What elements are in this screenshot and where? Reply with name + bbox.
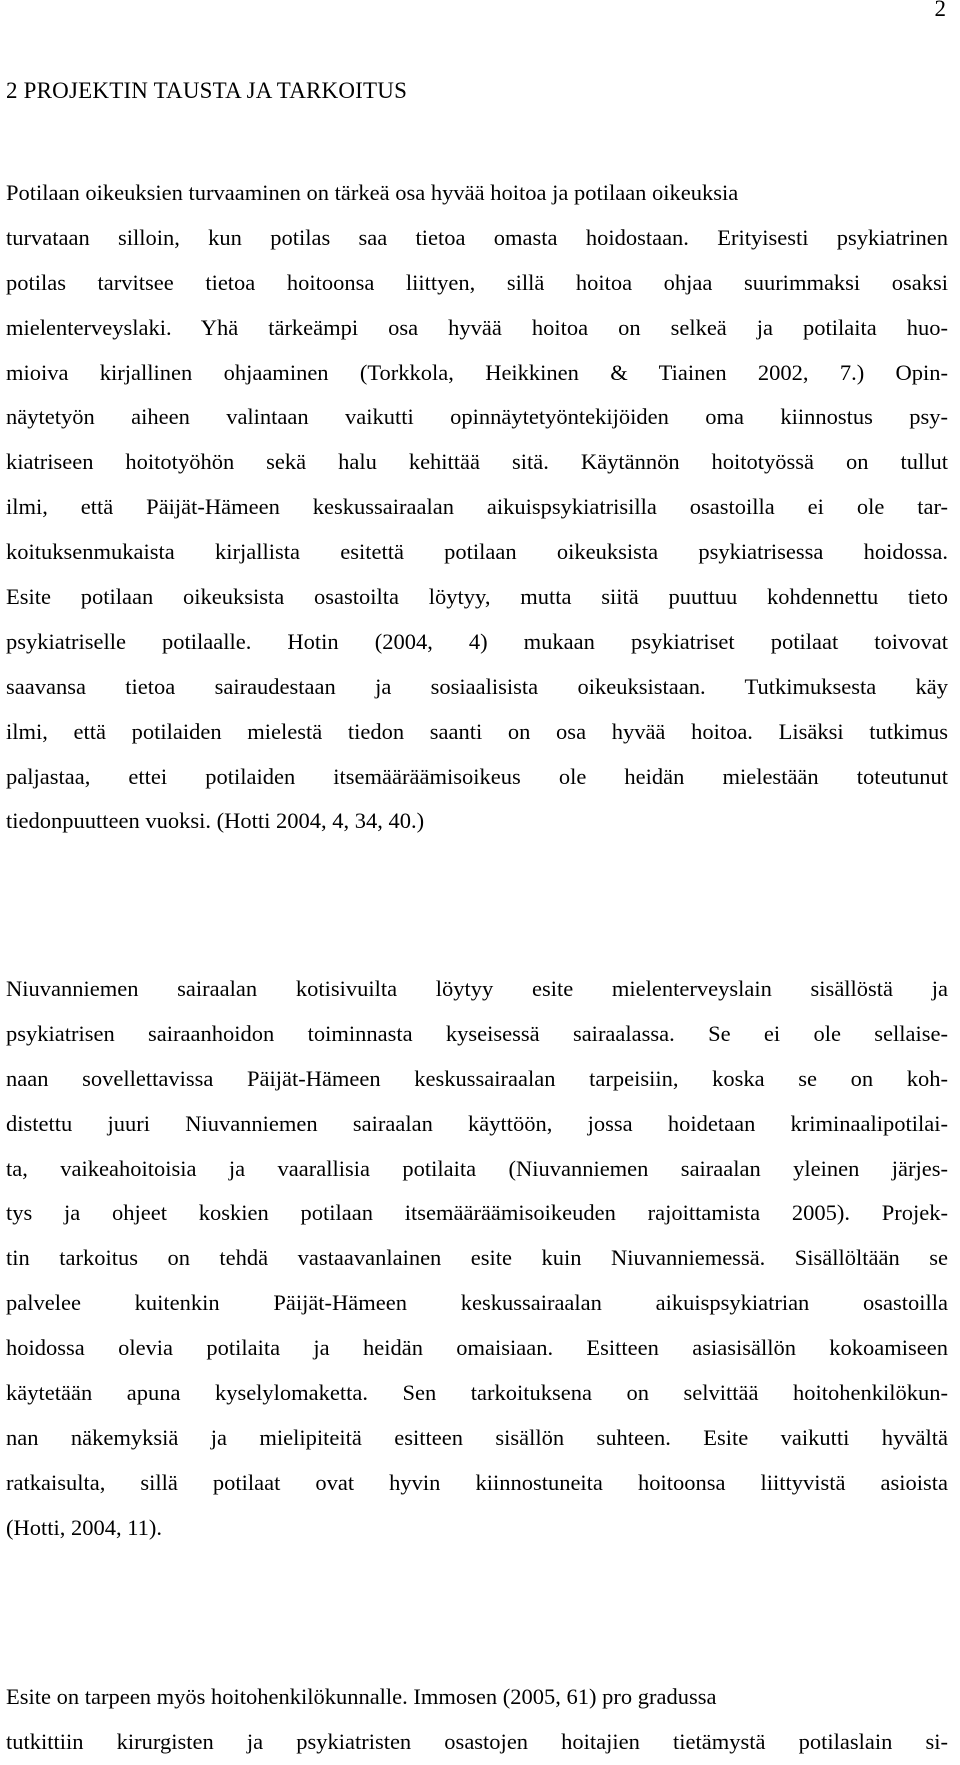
paragraph	[6, 171, 948, 844]
paragraph-line: Esite potilaan oikeuksista osastoilta löytyy, mutta siitä puuttuu kohdennettu tieto	[6, 584, 948, 610]
section-heading: 2 PROJEKTIN TAUSTA JA TARKOITUS	[6, 78, 408, 103]
paragraph-line: psykiatrisen sairaanhoidon toiminnasta kyseisessä sairaalassa. Se ei ole sellaise-	[6, 1020, 948, 1046]
paragraph-line: mioiva kirjallinen ohjaaminen (Torkkola, Heikkinen & Tiainen 2002, 7.) Opin-	[6, 359, 948, 385]
paragraph-line: palvelee kuitenkin Päijät-Hämeen keskussairaalan aikuispsykiatrian osastoilla	[6, 1290, 948, 1316]
paragraph-line: tin tarkoitus on tehdä vastaavanlainen esite kuin Niuvanniemessä. Sisällöltään se	[6, 1245, 948, 1271]
paragraph-line: tys ja ohjeet koskien potilaan itsemääräämisoikeuden rajoittamista 2005). Projek-	[6, 1200, 948, 1226]
paragraph-line: hoidossa olevia potilaita ja heidän omaisiaan. Esitteen asiasisällön kokoamiseen	[6, 1335, 948, 1361]
paragraph-line: käytetään apuna kyselylomaketta. Sen tarkoituksena on selvittää hoitohenkilökun-	[6, 1380, 948, 1406]
page-number: 2	[934, 0, 946, 21]
paragraph-line: ilmi, että potilaiden mielestä tiedon saanti on osa hyvää hoitoa. Lisäksi tutkimus	[6, 718, 948, 744]
paragraph-line: Niuvanniemen sairaalan kotisivuilta löytyy esite mielenterveyslain sisällöstä ja	[6, 976, 948, 1001]
paragraph-line: ilmi, että Päijät-Hämeen keskussairaalan aikuispsykiatrisilla osastoilla ei ole tar-	[6, 494, 948, 520]
paragraph-line: ta, vaikeahoitoisia ja vaarallisia potilaita (Niuvanniemen sairaalan yleinen järjes-	[6, 1155, 948, 1181]
paragraph	[6, 1675, 948, 1765]
paragraph-line: psykiatriselle potilaalle. Hotin (2004, 4) mukaan psykiatriset potilaat toivovat	[6, 628, 948, 654]
paragraph-line: nan näkemyksiä ja mielipiteitä esitteen sisällön suhteen. Esite vaikutti hyvältä	[6, 1424, 948, 1450]
paragraph-line: paljastaa, ettei potilaiden itsemääräämisoikeus ole heidän mielestään toteutunut	[6, 763, 948, 789]
paragraph	[6, 967, 948, 1551]
paragraph-line: Esite on tarpeen myös hoitohenkilökunnalle. Immosen (2005, 61) pro gradussa	[6, 1684, 717, 1709]
paragraph-line: näytetyön aiheen valintaan vaikutti opinnäytetyöntekijöiden oma kiinnostus psy-	[6, 404, 948, 430]
paragraph-line: distettu juuri Niuvanniemen sairaalan käyttöön, jossa hoidetaan kriminaalipotilai-	[6, 1110, 948, 1136]
paragraph-line: tutkittiin kirurgisten ja psykiatristen osastojen hoitajien tietämystä potilaslain si-	[6, 1728, 948, 1754]
paragraph-line: kiatriseen hoitotyöhön sekä halu kehittää sitä. Käytännön hoitotyössä on tullut	[6, 449, 948, 475]
paragraph-line: koituksenmukaista kirjallista esitettä potilaan oikeuksista psykiatrisessa hoidossa.	[6, 539, 948, 565]
paragraph-line: (Hotti, 2004, 11).	[6, 1514, 163, 1540]
paragraph-line: saavansa tietoa sairaudestaan ja sosiaalisista oikeuksistaan. Tutkimuksesta käy	[6, 673, 948, 699]
paragraph-line: tiedonpuutteen vuoksi. (Hotti 2004, 4, 34, 40.)	[6, 808, 425, 834]
paragraph-line: turvataan silloin, kun potilas saa tietoa omasta hoidostaan. Erityisesti psykiatrinen	[6, 224, 948, 250]
paragraph-line: naan sovellettavissa Päijät-Hämeen keskussairaalan tarpeisiin, koska se on koh-	[6, 1065, 948, 1091]
paragraph-line: Potilaan oikeuksien turvaaminen on tärkeä osa hyvää hoitoa ja potilaan oikeuksia	[6, 180, 739, 205]
paragraph-line: ratkaisulta, sillä potilaat ovat hyvin kiinnostuneita hoitoonsa liittyvistä asioista	[6, 1469, 948, 1495]
paragraph-line: mielenterveyslaki. Yhä tärkeämpi osa hyvää hoitoa on selkeä ja potilaita huo-	[6, 314, 948, 340]
paragraph-line: potilas tarvitsee tietoa hoitoonsa liittyen, sillä hoitoa ohjaa suurimmaksi osaksi	[6, 269, 948, 295]
